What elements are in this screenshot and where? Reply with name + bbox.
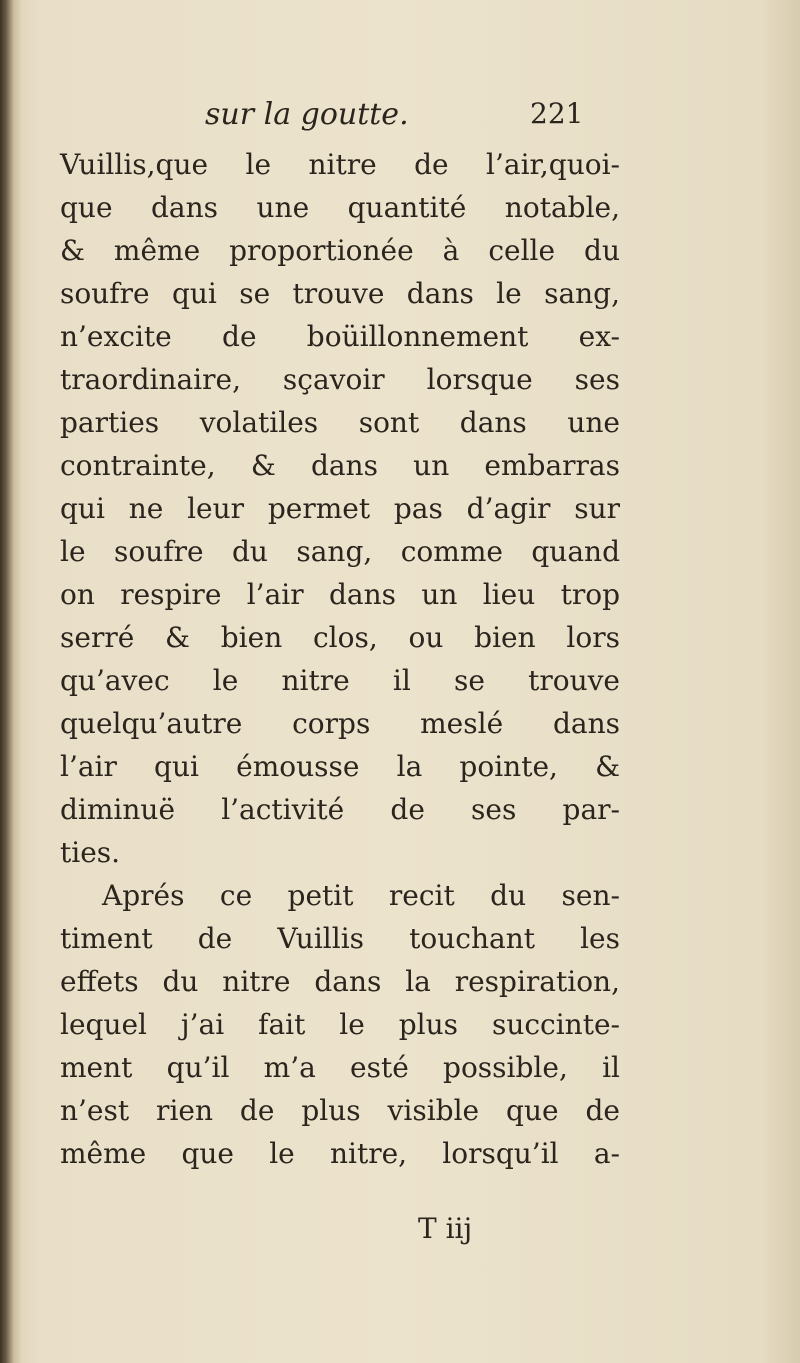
signature-mark: T iij [418,1212,473,1245]
text-line: diminuë l’activité de ses par- [60,793,620,826]
text-line: le soufre du sang, comme quand [60,535,620,568]
text-line: effets du nitre dans la respiration, [60,965,620,998]
text-line: n’est rien de plus visible que de [60,1094,620,1127]
text-line: serré & bien clos, ou bien lors [60,621,620,654]
text-line: lequel j’ai fait le plus succinte- [60,1008,620,1041]
text-line: quelqu’autre corps meslé dans [60,707,620,740]
text-line: n’excite de boüillonnement ex- [60,320,620,353]
page-number: 221 [530,97,584,130]
text-line: & même proportionée à celle du [60,234,620,267]
text-line: ties. [60,836,121,869]
book-spine-shadow [0,0,22,1363]
text-line: soufre qui se trouve dans le sang, [60,277,620,310]
text-line: même que le nitre, lorsqu’il a- [60,1137,620,1170]
text-line: ment qu’il m’a esté possible, il [60,1051,620,1084]
text-line: qui ne leur permet pas d’agir sur [60,492,620,525]
running-title: sur la goutte. [205,97,409,132]
text-line: parties volatiles sont dans une [60,406,620,439]
text-line: contrainte, & dans un embarras [60,449,620,482]
paragraph-first-line: Aprés ce petit recit du sen- [102,879,620,912]
text-line: Vuillis,que le nitre de l’air,quoi- [60,148,620,181]
text-line: traordinaire, sçavoir lorsque ses [60,363,620,396]
text-line: on respire l’air dans un lieu trop [60,578,620,611]
text-line: l’air qui émousse la pointe, & [60,750,620,783]
body-text [60,143,620,1175]
page-header [60,95,620,143]
text-line: timent de Vuillis touchant les [60,922,620,955]
text-line: que dans une quantité notable, [60,191,620,224]
text-line: qu’avec le nitre il se trouve [60,664,620,697]
